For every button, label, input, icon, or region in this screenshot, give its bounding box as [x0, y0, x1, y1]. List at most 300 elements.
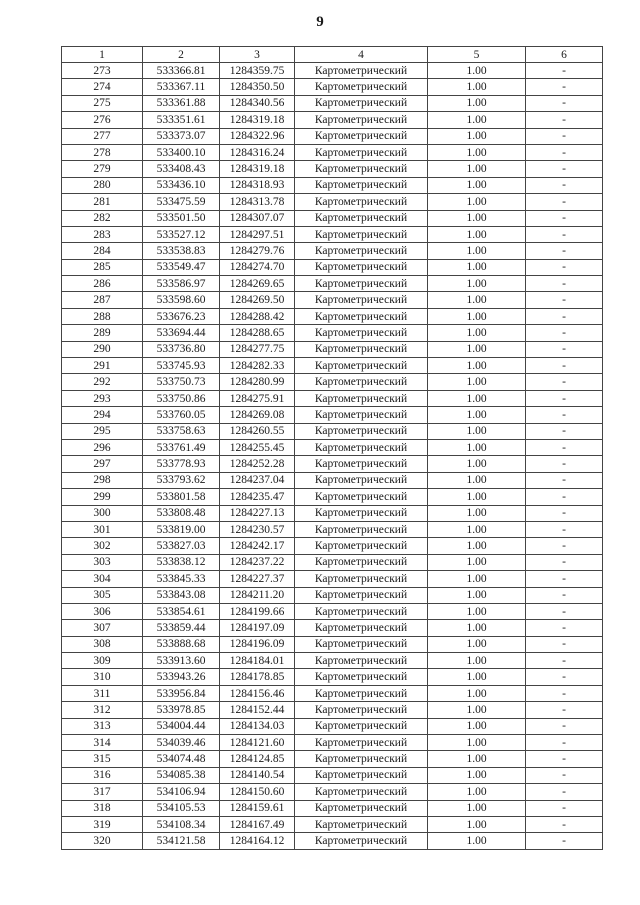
method-cell: Картометрический [295, 325, 428, 341]
accuracy-cell: 1.00 [428, 374, 526, 390]
y-coordinate-cell: 1284124.85 [220, 751, 295, 767]
accuracy-cell: 1.00 [428, 226, 526, 242]
x-coordinate-cell: 533400.10 [143, 144, 220, 160]
point-number-cell: 275 [62, 95, 143, 111]
x-coordinate-cell: 533366.81 [143, 63, 220, 79]
accuracy-cell: 1.00 [428, 685, 526, 701]
method-cell: Картометрический [295, 243, 428, 259]
table-row [62, 636, 603, 652]
accuracy-cell: 1.00 [428, 653, 526, 669]
point-number-cell: 290 [62, 341, 143, 357]
note-cell: - [526, 194, 603, 210]
note-cell: - [526, 243, 603, 259]
accuracy-cell: 1.00 [428, 144, 526, 160]
point-number-cell: 318 [62, 800, 143, 816]
y-coordinate-cell: 1284237.22 [220, 554, 295, 570]
point-number-cell: 282 [62, 210, 143, 226]
x-coordinate-cell: 533351.61 [143, 112, 220, 128]
method-cell: Картометрический [295, 177, 428, 193]
accuracy-cell: 1.00 [428, 784, 526, 800]
point-number-cell: 287 [62, 292, 143, 308]
table-row [62, 194, 603, 210]
y-coordinate-cell: 1284199.66 [220, 603, 295, 619]
x-coordinate-cell: 533750.86 [143, 390, 220, 406]
accuracy-cell: 1.00 [428, 390, 526, 406]
method-cell: Картометрический [295, 226, 428, 242]
accuracy-cell: 1.00 [428, 112, 526, 128]
accuracy-cell: 1.00 [428, 505, 526, 521]
y-coordinate-cell: 1284282.33 [220, 358, 295, 374]
y-coordinate-cell: 1284269.50 [220, 292, 295, 308]
table-row [62, 489, 603, 505]
point-number-cell: 289 [62, 325, 143, 341]
y-coordinate-cell: 1284150.60 [220, 784, 295, 800]
x-coordinate-cell: 533827.03 [143, 538, 220, 554]
point-number-cell: 300 [62, 505, 143, 521]
accuracy-cell: 1.00 [428, 538, 526, 554]
point-number-cell: 299 [62, 489, 143, 505]
x-coordinate-cell: 533598.60 [143, 292, 220, 308]
table-row [62, 308, 603, 324]
y-coordinate-cell: 1284319.18 [220, 112, 295, 128]
point-number-cell: 309 [62, 653, 143, 669]
note-cell: - [526, 292, 603, 308]
x-coordinate-cell: 533859.44 [143, 620, 220, 636]
x-coordinate-cell: 533888.68 [143, 636, 220, 652]
table-row [62, 439, 603, 455]
y-coordinate-cell: 1284152.44 [220, 702, 295, 718]
y-coordinate-cell: 1284121.60 [220, 735, 295, 751]
accuracy-cell: 1.00 [428, 95, 526, 111]
note-cell: - [526, 521, 603, 537]
method-cell: Картометрический [295, 538, 428, 554]
table-row [62, 603, 603, 619]
method-cell: Картометрический [295, 390, 428, 406]
note-cell: - [526, 276, 603, 292]
method-cell: Картометрический [295, 374, 428, 390]
method-cell: Картометрический [295, 472, 428, 488]
point-number-cell: 293 [62, 390, 143, 406]
accuracy-cell: 1.00 [428, 243, 526, 259]
y-coordinate-cell: 1284269.08 [220, 407, 295, 423]
note-cell: - [526, 751, 603, 767]
table-row [62, 472, 603, 488]
x-coordinate-cell: 533854.61 [143, 603, 220, 619]
method-cell: Картометрический [295, 554, 428, 570]
point-number-cell: 279 [62, 161, 143, 177]
note-cell: - [526, 358, 603, 374]
accuracy-cell: 1.00 [428, 489, 526, 505]
column-header-6: 6 [526, 47, 603, 63]
note-cell: - [526, 816, 603, 832]
coordinates-table [61, 46, 603, 850]
table-row [62, 816, 603, 832]
point-number-cell: 301 [62, 521, 143, 537]
y-coordinate-cell: 1284322.96 [220, 128, 295, 144]
table-row [62, 423, 603, 439]
y-coordinate-cell: 1284277.75 [220, 341, 295, 357]
x-coordinate-cell: 533913.60 [143, 653, 220, 669]
method-cell: Картометрический [295, 161, 428, 177]
x-coordinate-cell: 533758.63 [143, 423, 220, 439]
method-cell: Картометрический [295, 112, 428, 128]
accuracy-cell: 1.00 [428, 63, 526, 79]
x-coordinate-cell: 533801.58 [143, 489, 220, 505]
accuracy-cell: 1.00 [428, 341, 526, 357]
point-number-cell: 276 [62, 112, 143, 128]
y-coordinate-cell: 1284140.54 [220, 767, 295, 783]
y-coordinate-cell: 1284227.13 [220, 505, 295, 521]
x-coordinate-cell: 533501.50 [143, 210, 220, 226]
page-number: 9 [316, 14, 324, 30]
note-cell: - [526, 833, 603, 849]
accuracy-cell: 1.00 [428, 177, 526, 193]
method-cell: Картометрический [295, 423, 428, 439]
accuracy-cell: 1.00 [428, 161, 526, 177]
table-row [62, 128, 603, 144]
table-row [62, 800, 603, 816]
x-coordinate-cell: 533956.84 [143, 685, 220, 701]
x-coordinate-cell: 533586.97 [143, 276, 220, 292]
method-cell: Картометрический [295, 63, 428, 79]
y-coordinate-cell: 1284167.49 [220, 816, 295, 832]
y-coordinate-cell: 1284237.04 [220, 472, 295, 488]
table-row [62, 243, 603, 259]
point-number-cell: 317 [62, 784, 143, 800]
method-cell: Картометрический [295, 79, 428, 95]
point-number-cell: 304 [62, 571, 143, 587]
method-cell: Картометрический [295, 620, 428, 636]
table-row [62, 620, 603, 636]
point-number-cell: 307 [62, 620, 143, 636]
accuracy-cell: 1.00 [428, 79, 526, 95]
method-cell: Картометрический [295, 718, 428, 734]
point-number-cell: 284 [62, 243, 143, 259]
note-cell: - [526, 112, 603, 128]
method-cell: Картометрический [295, 735, 428, 751]
note-cell: - [526, 718, 603, 734]
x-coordinate-cell: 533538.83 [143, 243, 220, 259]
y-coordinate-cell: 1284184.01 [220, 653, 295, 669]
accuracy-cell: 1.00 [428, 571, 526, 587]
table-row [62, 161, 603, 177]
accuracy-cell: 1.00 [428, 423, 526, 439]
table-row [62, 374, 603, 390]
y-coordinate-cell: 1284288.42 [220, 308, 295, 324]
note-cell: - [526, 571, 603, 587]
point-number-cell: 302 [62, 538, 143, 554]
note-cell: - [526, 653, 603, 669]
accuracy-cell: 1.00 [428, 521, 526, 537]
y-coordinate-cell: 1284316.24 [220, 144, 295, 160]
point-number-cell: 286 [62, 276, 143, 292]
note-cell: - [526, 308, 603, 324]
table-row [62, 669, 603, 685]
accuracy-cell: 1.00 [428, 407, 526, 423]
x-coordinate-cell: 533527.12 [143, 226, 220, 242]
x-coordinate-cell: 533373.07 [143, 128, 220, 144]
point-number-cell: 277 [62, 128, 143, 144]
point-number-cell: 316 [62, 767, 143, 783]
accuracy-cell: 1.00 [428, 554, 526, 570]
note-cell: - [526, 161, 603, 177]
method-cell: Картометрический [295, 144, 428, 160]
accuracy-cell: 1.00 [428, 751, 526, 767]
point-number-cell: 314 [62, 735, 143, 751]
method-cell: Картометрический [295, 259, 428, 275]
point-number-cell: 311 [62, 685, 143, 701]
table-header-row [62, 47, 603, 63]
x-coordinate-cell: 533475.59 [143, 194, 220, 210]
point-number-cell: 285 [62, 259, 143, 275]
table-row [62, 95, 603, 111]
point-number-cell: 313 [62, 718, 143, 734]
table-row [62, 571, 603, 587]
method-cell: Картометрический [295, 210, 428, 226]
table-row [62, 259, 603, 275]
note-cell: - [526, 702, 603, 718]
y-coordinate-cell: 1284350.50 [220, 79, 295, 95]
x-coordinate-cell: 533694.44 [143, 325, 220, 341]
table-row [62, 685, 603, 701]
x-coordinate-cell: 533361.88 [143, 95, 220, 111]
point-number-cell: 306 [62, 603, 143, 619]
x-coordinate-cell: 533793.62 [143, 472, 220, 488]
table-row [62, 751, 603, 767]
accuracy-cell: 1.00 [428, 325, 526, 341]
note-cell: - [526, 439, 603, 455]
note-cell: - [526, 374, 603, 390]
method-cell: Картометрический [295, 358, 428, 374]
table-row [62, 456, 603, 472]
table-row [62, 521, 603, 537]
point-number-cell: 320 [62, 833, 143, 849]
accuracy-cell: 1.00 [428, 210, 526, 226]
y-coordinate-cell: 1284297.51 [220, 226, 295, 242]
accuracy-cell: 1.00 [428, 718, 526, 734]
method-cell: Картометрический [295, 95, 428, 111]
note-cell: - [526, 784, 603, 800]
y-coordinate-cell: 1284269.65 [220, 276, 295, 292]
note-cell: - [526, 390, 603, 406]
y-coordinate-cell: 1284359.75 [220, 63, 295, 79]
table-row [62, 587, 603, 603]
point-number-cell: 298 [62, 472, 143, 488]
accuracy-cell: 1.00 [428, 800, 526, 816]
column-header-5: 5 [428, 47, 526, 63]
method-cell: Картометрический [295, 407, 428, 423]
method-cell: Картометрический [295, 669, 428, 685]
table-body [62, 63, 603, 850]
method-cell: Картометрический [295, 702, 428, 718]
table-row [62, 358, 603, 374]
method-cell: Картометрический [295, 603, 428, 619]
x-coordinate-cell: 533808.48 [143, 505, 220, 521]
table-row [62, 112, 603, 128]
x-coordinate-cell: 534121.58 [143, 833, 220, 849]
note-cell: - [526, 735, 603, 751]
y-coordinate-cell: 1284235.47 [220, 489, 295, 505]
x-coordinate-cell: 533549.47 [143, 259, 220, 275]
accuracy-cell: 1.00 [428, 259, 526, 275]
accuracy-cell: 1.00 [428, 702, 526, 718]
y-coordinate-cell: 1284242.17 [220, 538, 295, 554]
note-cell: - [526, 177, 603, 193]
accuracy-cell: 1.00 [428, 456, 526, 472]
table-row [62, 390, 603, 406]
note-cell: - [526, 603, 603, 619]
method-cell: Картометрический [295, 505, 428, 521]
point-number-cell: 310 [62, 669, 143, 685]
y-coordinate-cell: 1284159.61 [220, 800, 295, 816]
point-number-cell: 288 [62, 308, 143, 324]
accuracy-cell: 1.00 [428, 358, 526, 374]
table-row [62, 767, 603, 783]
point-number-cell: 303 [62, 554, 143, 570]
note-cell: - [526, 128, 603, 144]
point-number-cell: 291 [62, 358, 143, 374]
note-cell: - [526, 341, 603, 357]
method-cell: Картометрический [295, 521, 428, 537]
x-coordinate-cell: 533367.11 [143, 79, 220, 95]
y-coordinate-cell: 1284156.46 [220, 685, 295, 701]
note-cell: - [526, 489, 603, 505]
column-header-2: 2 [143, 47, 220, 63]
note-cell: - [526, 259, 603, 275]
x-coordinate-cell: 533819.00 [143, 521, 220, 537]
accuracy-cell: 1.00 [428, 276, 526, 292]
accuracy-cell: 1.00 [428, 636, 526, 652]
y-coordinate-cell: 1284280.99 [220, 374, 295, 390]
x-coordinate-cell: 533745.93 [143, 358, 220, 374]
y-coordinate-cell: 1284319.18 [220, 161, 295, 177]
note-cell: - [526, 226, 603, 242]
table-row [62, 325, 603, 341]
y-coordinate-cell: 1284288.65 [220, 325, 295, 341]
point-number-cell: 283 [62, 226, 143, 242]
note-cell: - [526, 325, 603, 341]
x-coordinate-cell: 534105.53 [143, 800, 220, 816]
table-row [62, 718, 603, 734]
y-coordinate-cell: 1284274.70 [220, 259, 295, 275]
y-coordinate-cell: 1284211.20 [220, 587, 295, 603]
method-cell: Картометрический [295, 292, 428, 308]
note-cell: - [526, 95, 603, 111]
note-cell: - [526, 636, 603, 652]
point-number-cell: 292 [62, 374, 143, 390]
table-row [62, 341, 603, 357]
note-cell: - [526, 767, 603, 783]
method-cell: Картометрический [295, 653, 428, 669]
y-coordinate-cell: 1284227.37 [220, 571, 295, 587]
x-coordinate-cell: 533736.80 [143, 341, 220, 357]
method-cell: Картометрический [295, 571, 428, 587]
note-cell: - [526, 587, 603, 603]
y-coordinate-cell: 1284196.09 [220, 636, 295, 652]
method-cell: Картометрический [295, 751, 428, 767]
table-row [62, 177, 603, 193]
note-cell: - [526, 472, 603, 488]
method-cell: Картометрический [295, 456, 428, 472]
point-number-cell: 308 [62, 636, 143, 652]
table-row [62, 79, 603, 95]
note-cell: - [526, 554, 603, 570]
point-number-cell: 280 [62, 177, 143, 193]
point-number-cell: 295 [62, 423, 143, 439]
y-coordinate-cell: 1284307.07 [220, 210, 295, 226]
accuracy-cell: 1.00 [428, 816, 526, 832]
method-cell: Картометрический [295, 784, 428, 800]
accuracy-cell: 1.00 [428, 603, 526, 619]
x-coordinate-cell: 533845.33 [143, 571, 220, 587]
method-cell: Картометрический [295, 833, 428, 849]
point-number-cell: 274 [62, 79, 143, 95]
method-cell: Картометрический [295, 341, 428, 357]
method-cell: Картометрический [295, 194, 428, 210]
x-coordinate-cell: 533436.10 [143, 177, 220, 193]
x-coordinate-cell: 533760.05 [143, 407, 220, 423]
accuracy-cell: 1.00 [428, 439, 526, 455]
x-coordinate-cell: 533676.23 [143, 308, 220, 324]
point-number-cell: 305 [62, 587, 143, 603]
method-cell: Картометрический [295, 587, 428, 603]
method-cell: Картометрический [295, 800, 428, 816]
note-cell: - [526, 669, 603, 685]
method-cell: Картометрический [295, 276, 428, 292]
x-coordinate-cell: 533778.93 [143, 456, 220, 472]
accuracy-cell: 1.00 [428, 833, 526, 849]
point-number-cell: 278 [62, 144, 143, 160]
y-coordinate-cell: 1284318.93 [220, 177, 295, 193]
y-coordinate-cell: 1284164.12 [220, 833, 295, 849]
point-number-cell: 297 [62, 456, 143, 472]
method-cell: Картометрический [295, 767, 428, 783]
table-row [62, 653, 603, 669]
note-cell: - [526, 505, 603, 521]
x-coordinate-cell: 533761.49 [143, 439, 220, 455]
method-cell: Картометрический [295, 489, 428, 505]
accuracy-cell: 1.00 [428, 669, 526, 685]
table-row [62, 735, 603, 751]
note-cell: - [526, 685, 603, 701]
y-coordinate-cell: 1284197.09 [220, 620, 295, 636]
x-coordinate-cell: 533843.08 [143, 587, 220, 603]
table-row [62, 63, 603, 79]
method-cell: Картометрический [295, 685, 428, 701]
method-cell: Картометрический [295, 636, 428, 652]
method-cell: Картометрический [295, 816, 428, 832]
accuracy-cell: 1.00 [428, 292, 526, 308]
y-coordinate-cell: 1284252.28 [220, 456, 295, 472]
x-coordinate-cell: 533408.43 [143, 161, 220, 177]
note-cell: - [526, 423, 603, 439]
point-number-cell: 319 [62, 816, 143, 832]
y-coordinate-cell: 1284255.45 [220, 439, 295, 455]
note-cell: - [526, 620, 603, 636]
accuracy-cell: 1.00 [428, 128, 526, 144]
table-row [62, 292, 603, 308]
point-number-cell: 281 [62, 194, 143, 210]
accuracy-cell: 1.00 [428, 194, 526, 210]
note-cell: - [526, 63, 603, 79]
table-row [62, 833, 603, 849]
x-coordinate-cell: 533750.73 [143, 374, 220, 390]
note-cell: - [526, 144, 603, 160]
x-coordinate-cell: 534004.44 [143, 718, 220, 734]
x-coordinate-cell: 534106.94 [143, 784, 220, 800]
y-coordinate-cell: 1284313.78 [220, 194, 295, 210]
x-coordinate-cell: 534039.46 [143, 735, 220, 751]
